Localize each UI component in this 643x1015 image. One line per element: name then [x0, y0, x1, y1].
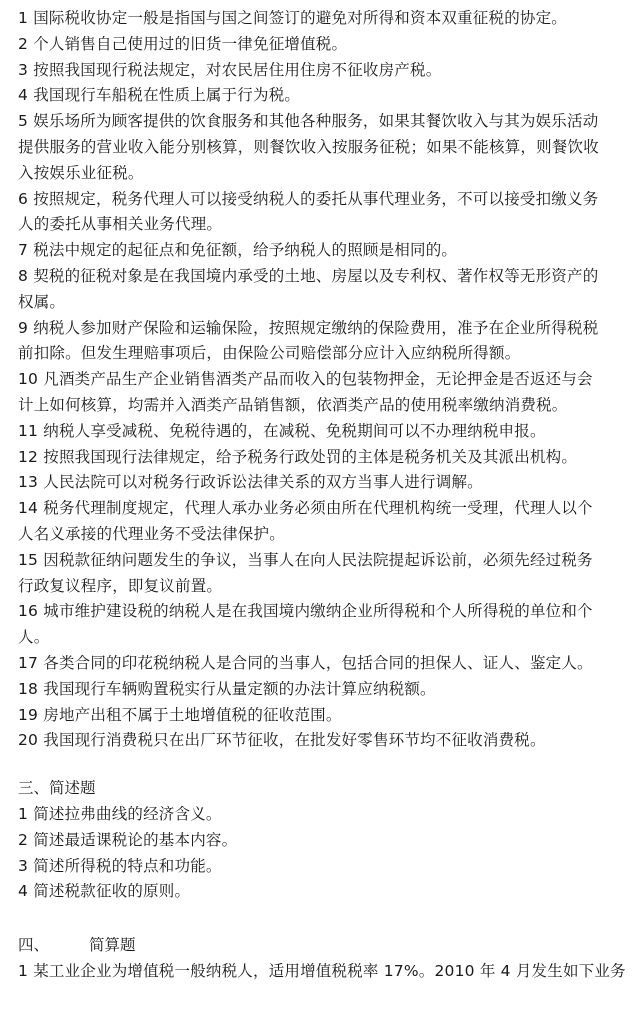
judgement-line: 人的委托从事相关业务代理。	[18, 215, 223, 234]
judgement-item	[18, 548, 633, 600]
judgement-line: 6 按照规定，税务代理人可以接受纳税人的委托从事代理业务，不可以接受扣缴义务	[18, 189, 599, 208]
judgement-line: 权属。	[18, 292, 66, 311]
judgement-item	[18, 32, 633, 58]
question-item: 4 简述税款征收的原则。	[18, 882, 191, 901]
judgement-line: 入按娱乐业征税。	[18, 163, 144, 182]
judgement-line: 7 税法中规定的起征点和免征额，给予纳税人的照顾是相同的。	[18, 241, 458, 260]
section-gap	[18, 905, 633, 933]
judgement-line: 提供服务的营业收入能分别核算，则餐饮收入按服务征税；如果不能核算，则餐饮收	[18, 137, 599, 156]
judgement-line: 18 我国现行车辆购置税实行从量定额的办法计算应纳税额。	[18, 679, 436, 698]
question-item: 1 某工业企业为增值税一般纳税人，适用增值税税率 17%。2010 年 4 月发生如下业务	[18, 961, 626, 980]
judgement-line: 20 我国现行消费税只在出厂环节征收，在批发好零售环节均不征收消费税。	[18, 731, 546, 750]
judgement-item	[18, 599, 633, 651]
judgement-line: 12 按照我国现行法律规定，给予税务行政处罚的主体是税务机关及其派出机构。	[18, 447, 578, 466]
judgement-line: 16 城市维护建设税的纳税人是在我国境内缴纳企业所得税和个人所得税的单位和个	[18, 602, 593, 621]
judgement-item	[18, 445, 633, 471]
question-item: 1 简述拉弗曲线的经济含义。	[18, 804, 222, 823]
section-gap	[18, 754, 633, 776]
judgement-item	[18, 677, 633, 703]
question-item: 2 简述最适课税论的基本内容。	[18, 830, 238, 849]
judgement-item	[18, 419, 633, 445]
judgement-item	[18, 58, 633, 84]
judgement-line: 4 我国现行车船税在性质上属于行为税。	[18, 86, 301, 105]
judgement-item	[18, 264, 633, 316]
judgement-item	[18, 703, 633, 729]
judgement-item	[18, 109, 633, 186]
judgement-line: 14 税务代理制度规定，代理人承办业务必须由所在代理机构统一受理，代理人以个	[18, 499, 593, 518]
judgement-item	[18, 470, 633, 496]
judgement-item	[18, 6, 633, 32]
judgement-line: 8 契税的征税对象是在我国境内承受的土地、房屋以及专利权、著作权等无形资产的	[18, 266, 599, 285]
calculation-section	[18, 933, 633, 985]
judgement-item	[18, 238, 633, 264]
section-title: 简算题	[89, 936, 136, 955]
judgement-line: 9 纳税人参加财产保险和运输保险，按照规定缴纳的保险费用，准予在企业所得税税	[18, 318, 599, 337]
judgement-line: 1 国际税收协定一般是指国与国之间签订的避免对所得和资本双重征税的协定。	[18, 9, 567, 27]
judgement-line: 19 房地产出租不属于土地增值税的征收范围。	[18, 705, 342, 724]
section-number: 四、	[18, 936, 50, 955]
judgement-item	[18, 728, 633, 754]
judgement-line: 17 各类合同的印花税纳税人是合同的当事人，包括合同的担保人、证人、鉴定人。	[18, 653, 593, 672]
judgement-line: 11 纳税人享受减税、免税待遇的，在减税、免税期间可以不办理纳税申报。	[18, 421, 546, 440]
judgement-line: 前扣除。但发生理赔事项后，由保险公司赔偿部分应计入应纳税所得额。	[18, 344, 521, 363]
judgement-item	[18, 187, 633, 239]
judgement-line: 行政复议程序，即复议前置。	[18, 576, 223, 595]
judgement-item	[18, 83, 633, 109]
judgement-item	[18, 367, 633, 419]
section-heading	[18, 933, 633, 959]
judgement-item	[18, 651, 633, 677]
judgement-list	[18, 6, 633, 754]
judgement-line: 13 人民法院可以对税务行政诉讼法律关系的双方当事人进行调解。	[18, 473, 483, 492]
judgement-line: 5 娱乐场所为顾客提供的饮食服务和其他各种服务，如果其餐饮收入与其为娱乐活动	[18, 112, 599, 131]
judgement-line: 10 凡酒类产品生产企业销售酒类产品而收入的包装物押金，无论押金是否返还与会	[18, 370, 593, 389]
question-item: 3 简述所得税的特点和功能。	[18, 856, 222, 875]
section-heading: 三、简述题	[18, 779, 96, 798]
judgement-line: 人名义承接的代理业务不受法律保护。	[18, 524, 285, 543]
judgement-line: 3 按照我国现行税法规定，对农民居住用住房不征收房产税。	[18, 60, 442, 79]
short-answer-section	[18, 776, 633, 905]
judgement-item	[18, 496, 633, 548]
judgement-line: 15 因税款征纳问题发生的争议，当事人在向人民法院提起诉讼前，必须先经过税务	[18, 550, 593, 569]
judgement-item	[18, 316, 633, 368]
judgement-line: 人。	[18, 628, 50, 647]
judgement-line: 计上如何核算，均需并入酒类产品销售额，依酒类产品的使用税率缴纳消费税。	[18, 395, 568, 414]
judgement-line: 2 个人销售自己使用过的旧货一律免征增值税。	[18, 34, 348, 53]
